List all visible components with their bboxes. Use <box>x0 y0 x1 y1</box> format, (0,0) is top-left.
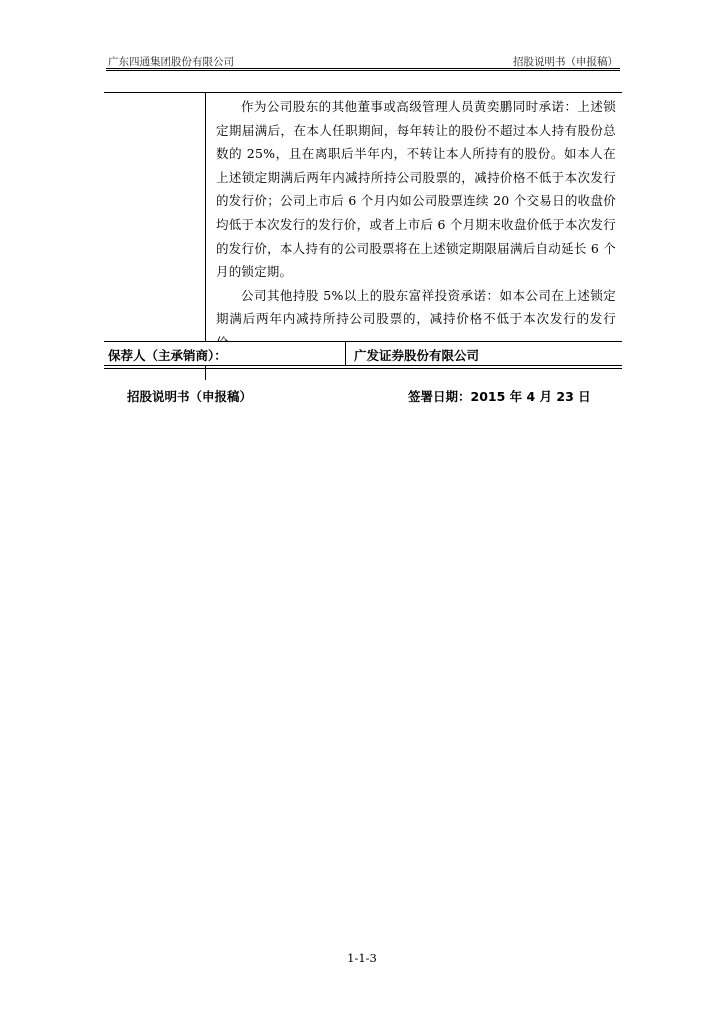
table-bottom-rule-secondary <box>104 368 622 369</box>
commitment-label-cell <box>104 93 206 356</box>
sponsor-value: 广发证券股份有限公司 <box>354 348 480 363</box>
sponsor-label-box <box>104 342 346 366</box>
sponsor-value-box <box>346 342 622 366</box>
commitment-row <box>104 93 622 356</box>
header-rule-secondary <box>106 70 620 71</box>
sponsor-row-overlay <box>104 341 622 366</box>
commitment-paragraph-directors: 作为公司股东的其他董事或高级管理人员黄奕鹏同时承诺：上述锁定期届满后，在本人任职期间，每年转让的股份不超过本人持有股份总数的 25%，且在离职后半年内，不转让本人所持有的股份。如本人在上述锁定期满后两年内减持所持公司股票的，减持价格不低于本次发行的发行价；公司上市后 6 个月内如公司股票连续 20 个交易日的收盘价均低于本次发行的发行价，或者上市后 6 个月期末收盘价低于本次发行的发行价，本人持有的公司股票将在上述锁定期限届满后自动延长 6 个月的锁定期。 <box>216 99 616 280</box>
table-bottom-rule <box>104 365 622 366</box>
page-number: 1-1-3 <box>347 951 377 965</box>
commitment-table <box>104 92 622 380</box>
page-header <box>106 50 620 70</box>
header-doc-type: 招股说明书（申报稿） <box>513 56 618 68</box>
sponsor-label: 保荐人（主承销商）： <box>108 348 227 363</box>
signature-date: 签署日期：2015 年 4 月 23 日 <box>408 389 591 404</box>
signature-doc-label: 招股说明书（申报稿） <box>127 389 253 404</box>
commitment-text-cell <box>206 93 623 356</box>
header-company-name: 广东四通集团股份有限公司 <box>108 56 234 68</box>
header-rule <box>106 68 620 69</box>
commitment-paragraph-shareholder: 公司其他持股 5%以上的股东富祥投资承诺：如本公司在上述锁定期满后两年内减持所持公司股票的，减持价格不低于本次发行的发行 <box>216 287 616 327</box>
